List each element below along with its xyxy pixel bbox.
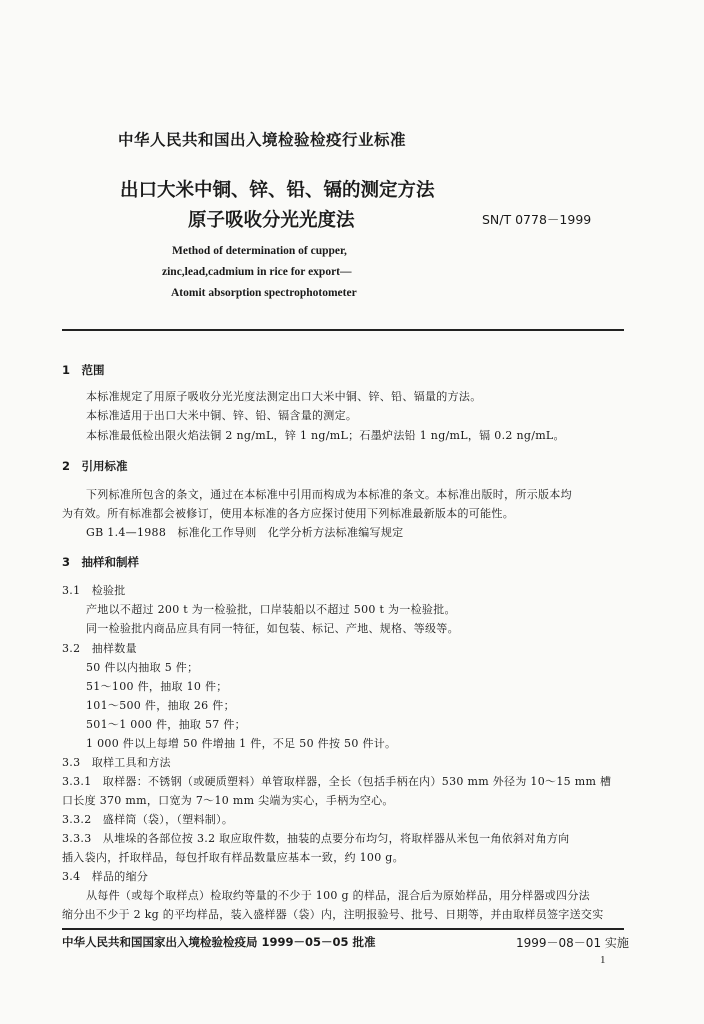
industry-standard-title: 中华人民共和国出入境检验检疫行业标准 [118, 131, 407, 149]
section-1-text: 本标准适用于出口大米中铜、锌、铅、镉含量的测定。 [86, 409, 358, 422]
section-3-2-text: 50 件以内抽取 5 件； [86, 661, 199, 674]
section-3-3-1-text: 口长度 370 mm，口宽为 7～10 mm 尖端为实心，手柄为空心。 [62, 794, 394, 807]
section-1-text: 本标准最低检出限火焰法铜 2 ng/mL，锌 1 ng/mL；石墨炉法铅 1 ng/mL，镉 0.2 ng/mL。 [86, 429, 565, 442]
english-title-line: Method of determination of cupper, [172, 245, 347, 257]
section-3-2-text: 501～1 000 件，抽取 57 件； [86, 718, 246, 731]
header-divider [62, 329, 624, 331]
section-3-2-text: 1 000 件以上每增 50 件增抽 1 件，不足 50 件按 50 件计。 [86, 737, 397, 750]
section-3-heading: 3 抽样和制样 [62, 555, 140, 569]
section-3-3-heading: 3.3 取样工具和方法 [62, 756, 171, 769]
section-2-heading: 2 引用标准 [62, 459, 128, 473]
section-3-2-text: 51～100 件，抽取 10 件； [86, 680, 228, 693]
document-title-line2: 原子吸收分光光度法 [188, 210, 355, 231]
document-title-line1: 出口大米中铜、锌、铅、镉的测定方法 [120, 180, 435, 201]
section-3-4-heading: 3.4 样品的缩分 [62, 870, 149, 883]
section-3-3-3-text: 3.3.3 从堆垛的各部位按 3.2 取应取件数，抽装的点要分布均匀，将取样器从米包一角依斜对角方向 [62, 832, 570, 845]
english-title-line: zinc,lead,cadmium in rice for export— [162, 266, 352, 278]
section-3-1-text: 产地以不超过 200 t 为一检验批，口岸装船以不超过 500 t 为一检验批。 [86, 603, 456, 616]
section-2-text: 为有效。所有标准都会被修订，使用本标准的各方应探讨使用下列标准最新版本的可能性。 [62, 507, 514, 520]
page-number: 1 [600, 954, 606, 966]
section-3-3-1-text: 3.3.1 取样器：不锈钢（或硬质塑料）单管取样器，全长（包括手柄在内）530 mm 外径为 10～15 mm 槽 [62, 775, 612, 788]
section-1-heading: 1 范围 [62, 363, 105, 377]
section-2-text: GB 1.4—1988 标准化工作导则 化学分析方法标准编写规定 [86, 526, 404, 539]
section-3-2-heading: 3.2 抽样数量 [62, 642, 137, 655]
english-title-line: Atomit absorption spectrophotometer [171, 287, 357, 299]
approval-statement: 中华人民共和国国家出入境检验检疫局 1999－05－05 批准 [62, 935, 376, 949]
section-3-4-text: 从每件（或每个取样点）检取约等量的不少于 100 g 的样品，混合后为原始样品，用分样器或四分法 [86, 889, 590, 902]
section-3-2-text: 101～500 件，抽取 26 件； [86, 699, 235, 712]
section-2-text: 下列标准所包含的条文，通过在本标准中引用而构成为本标准的条文。本标准出版时，所示版本均 [86, 488, 572, 501]
section-3-3-3-text: 插入袋内，扦取样品，每包扦取有样品数量应基本一致，约 100 g。 [62, 851, 404, 864]
section-3-1-text: 同一检验批内商品应具有同一特征，如包装、标记、产地、规格、等级等。 [86, 622, 459, 635]
section-3-4-text: 缩分出不少于 2 kg 的平均样品，装入盛样器（袋）内，注明报验号、批号、日期等，并由取样员签字送交实 [62, 908, 604, 921]
implementation-date: 1999－08－01 实施 [516, 936, 629, 950]
standard-code: SN/T 0778－1999 [482, 212, 592, 227]
section-1-text: 本标准规定了用原子吸收分光光度法测定出口大米中铜、锌、铅、镉量的方法。 [86, 390, 482, 403]
section-3-1-heading: 3.1 检验批 [62, 584, 126, 597]
footer-divider [62, 928, 624, 930]
section-3-3-2-text: 3.3.2 盛样筒（袋），（塑料制）。 [62, 813, 234, 826]
